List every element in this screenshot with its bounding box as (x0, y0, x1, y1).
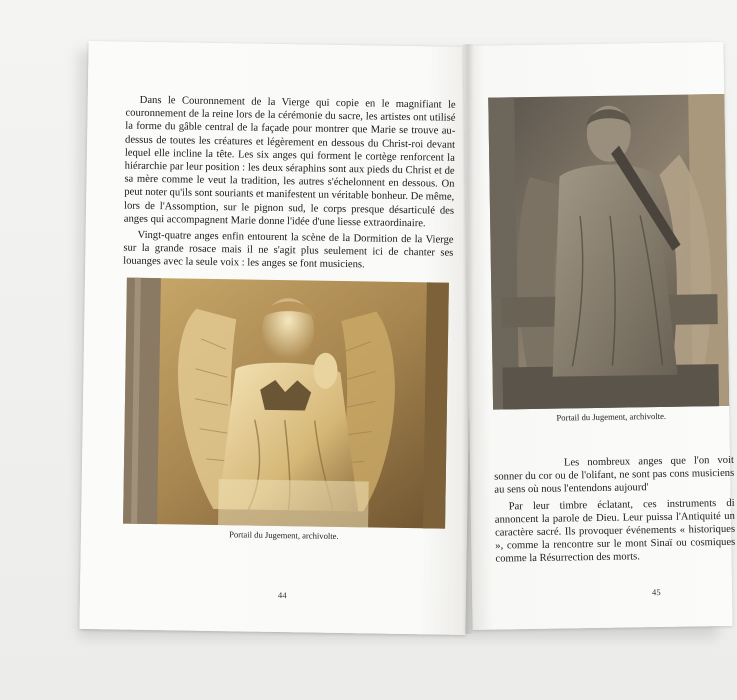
angel-statue-illustration (123, 278, 449, 529)
right-paragraph-2: Par leur timbre éclatant, ces instruments di annoncent la parole de Dieu. Leur puissa l'Antiquité un caractère sacré. Ils provoquer événements « historiques », comme la rencontre sur le mont Sinaï ou cosmiques comme la Résurrection des morts. (494, 497, 736, 566)
right-photo-caption: Portail du Jugement, archivolte. (556, 410, 667, 423)
left-page (79, 41, 474, 635)
left-page-number: 44 (277, 590, 287, 601)
left-page-text (123, 94, 456, 277)
book-gutter (462, 44, 474, 634)
left-paragraph-1: Dans le Couronnement de la Vierge qui copie en le magnifiant le couronnement de la reine lors de la cérémonie du sacre, les artistes ont utilisé la forme du gâble central de la façade pour montrer que Marie se trouve au-dessus de toutes les créatures et légèrement en dessous du Christ-roi devant lequel elle incline la tête. Les six anges qui forment le cortège renforcent la hiérarchie par leur position : les deux séraphins sont aux pieds du Christ et de sa mère comme le veut la tradition, les autres s'échelonnent en dessous. On peut noter qu'ils sont souriants et manifestent un véritable bonheur. De même, lors de l'Assomption, sur le pignon sud, le corps presque désarticulé des anges qui accompagnent Marie donne l'idée d'une liesse extraordinaire. (123, 94, 456, 230)
horn-angel-statue-photo (488, 94, 729, 410)
angel-statue-photo (123, 278, 449, 529)
left-paragraph-2: Vingt-quatre anges enfin entourent la scène de la Dormition de la Vierge sur la grande rosace mais il ne s'agit plus seulement ici de chanter ses louanges avec la seule voix : les anges se font musiciens. (123, 229, 454, 271)
right-page (463, 42, 736, 630)
right-page-text (494, 454, 736, 569)
right-paragraph-1: Les nombreux anges que l'on voit sonner du cor ou de l'olifant, ne sont pas cons musiciens au sens où nous l'entendons aujourd' (494, 454, 735, 497)
right-page-number: 45 (651, 587, 661, 598)
left-photo-caption: Portail du Jugement, archivolte. (229, 529, 339, 541)
horn-angel-illustration (488, 94, 729, 410)
